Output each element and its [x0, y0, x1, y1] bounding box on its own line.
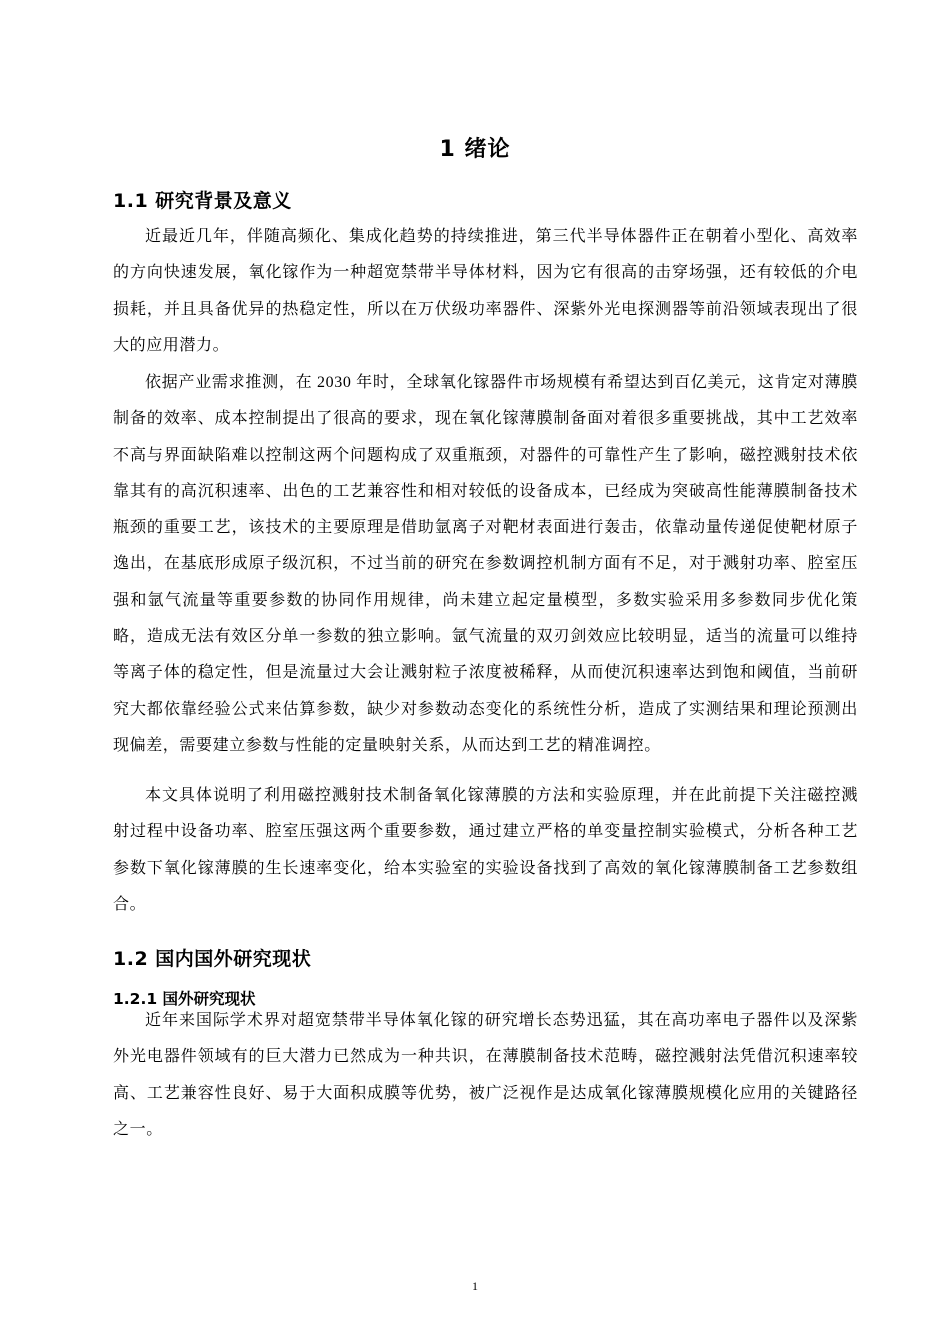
- page-number: 1: [472, 1279, 478, 1293]
- paragraph-2: 依据产业需求推测，在 2030 年时，全球氧化镓器件市场规模有希望达到百亿美元，这肯定对薄膜制备的效率、成本控制提出了很高的要求，现在氧化镓薄膜制备面对着很多重要挑战，其中工艺效率不高与界面缺陷难以控制这两个问题构成了双重瓶颈，对器件的可靠性产生了影响，磁控溅射技术依靠其有的高沉积速率、出色的工艺兼容性和相对较低的设备成本，已经成为突破高性能薄膜制备技术瓶颈的重要工艺，该技术的主要原理是借助氩离子对靶材表面进行轰击，依靠动量传递促使靶材原子逸出，在基底形成原子级沉积，不过当前的研究在参数调控机制方面有不足，对于溅射功率、腔室压强和氩气流量等重要参数的协同作用规律，尚未建立起定量模型，多数实验采用多参数同步优化策略，造成无法有效区分单一参数的独立影响。氩气流量的双刃剑效应比较明显，适当的流量可以维持等离子体的稳定性，但是流量过大会让溅射粒子浓度被稀释，从而使沉积速率达到饱和阈值，当前研究大都依靠经验公式来估算参数，缺少对参数动态变化的系统性分析，造成了实测结果和理论预测出现偏差，需要建立参数与性能的定量映射关系，从而达到工艺的精准调控。: [113, 374, 858, 754]
- subsection-heading-1-2-1: 1.2.1 国外研究现状: [113, 990, 256, 1008]
- chapter-title: 1 绪论: [439, 137, 511, 162]
- section-heading-1-1: 1.1 研究背景及意义: [113, 190, 292, 212]
- section-heading-1-2: 1.2 国内国外研究现状: [113, 948, 312, 970]
- paragraph-3: 本文具体说明了利用磁控溅射技术制备氧化镓薄膜的方法和实验原理，并在此前提下关注磁控溅射过程中设备功率、腔室压强这两个重要参数，通过建立严格的单变量控制实验模式，分析各种工艺参数下氧化镓薄膜的生长速率变化，给本实验室的实验设备找到了高效的氧化镓薄膜制备工艺参数组合。: [113, 787, 858, 913]
- paragraph-4: 近年来国际学术界对超宽禁带半导体氧化镓的研究增长态势迅猛，其在高功率电子器件以及深紫外光电器件领域有的巨大潜力已然成为一种共识，在薄膜制备技术范畴，磁控溅射法凭借沉积速率较高、工艺兼容性良好、易于大面积成膜等优势，被广泛视作是达成氧化镓薄膜规模化应用的关键路径之一。: [113, 1012, 858, 1138]
- paragraph-1: 近最近几年，伴随高频化、集成化趋势的持续推进，第三代半导体器件正在朝着小型化、高效率的方向快速发展，氧化镓作为一种超宽禁带半导体材料，因为它有很高的击穿场强，还有较低的介电损耗，并且具备优异的热稳定性，所以在万伏级功率器件、深紫外光电探测器等前沿领域表现出了很大的应用潜力。: [113, 228, 858, 354]
